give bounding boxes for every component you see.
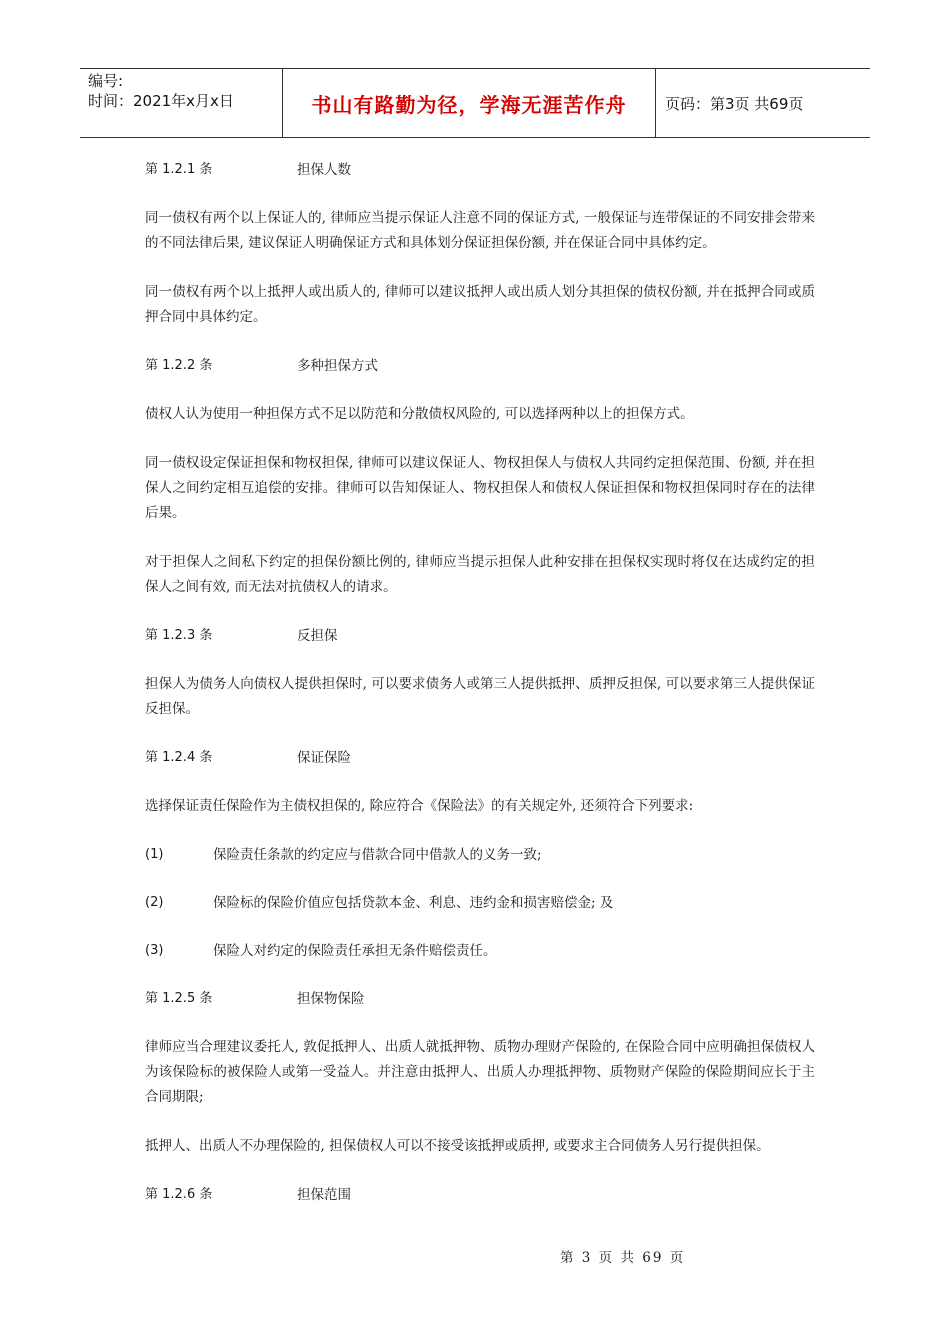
article-title: 保证保险 xyxy=(297,750,351,766)
article-title: 多种担保方式 xyxy=(297,358,378,374)
paragraph: 同一债权设定保证担保和物权担保, 律师可以建议保证人、物权担保人与债权人共同约定担保范围、份额, 并在担保人之间约定相互追偿的安排。律师可以告知保证人、物权担保人和债权人保证担保和物权担保同时存在的法律后果。 xyxy=(145,455,815,521)
article-title: 担保人数 xyxy=(297,162,351,178)
article-heading xyxy=(145,354,815,378)
article-heading xyxy=(145,158,815,182)
time-label: 时间：2021年x月x日 xyxy=(88,92,234,110)
paragraph: 债权人认为使用一种担保方式不足以防范和分散债权风险的, 可以选择两种以上的担保方式。 xyxy=(145,406,694,422)
list-item-number: (2) xyxy=(145,895,164,910)
article-number: 第 1.2.6 条 xyxy=(145,1187,213,1202)
list-item xyxy=(145,843,815,867)
article-number: 第 1.2.5 条 xyxy=(145,991,213,1006)
paragraph: 抵押人、出质人不办理保险的, 担保债权人可以不接受该抵押或质押, 或要求主合同债务人另行提供担保。 xyxy=(145,1138,770,1154)
article-title: 反担保 xyxy=(297,628,338,644)
document-body xyxy=(145,158,815,1231)
article-number: 第 1.2.1 条 xyxy=(145,162,213,177)
header-left xyxy=(88,71,283,111)
list-item-text: 保险人对约定的保险责任承担无条件赔偿责任。 xyxy=(213,943,497,959)
header-motto: 书山有路勤为径，学海无涯苦作舟 xyxy=(282,69,656,137)
list-item-text: 保险标的保险价值应包括贷款本金、利息、违约金和损害赔偿金; 及 xyxy=(213,895,614,911)
article-number: 第 1.2.3 条 xyxy=(145,628,213,643)
list-item-number: (3) xyxy=(145,943,164,958)
list-item xyxy=(145,891,815,915)
paragraph: 律师应当合理建议委托人, 敦促抵押人、出质人就抵押物、质物办理财产保险的, 在保险合同中应明确担保债权人为该保险标的被保险人或第一受益人。并注意由抵押人、出质人办理抵押物、质物财产保险的保险期间应长于主合同期限; xyxy=(145,1039,815,1105)
paragraph: 同一债权有两个以上抵押人或出质人的, 律师可以建议抵押人或出质人划分其担保的债权份额, 并在抵押合同或质押合同中具体约定。 xyxy=(145,284,815,325)
page-footer: 第 3 页 共 69 页 xyxy=(560,1250,686,1266)
paragraph: 同一债权有两个以上保证人的, 律师应当提示保证人注意不同的保证方式, 一般保证与连带保证的不同安排会带来的不同法律后果, 建议保证人明确保证方式和具体划分保证担保份额, 并在保证合同中具体约定。 xyxy=(145,210,815,251)
number-label: 编号: xyxy=(88,72,124,90)
article-heading xyxy=(145,624,815,648)
article-number: 第 1.2.2 条 xyxy=(145,358,213,373)
paragraph: 对于担保人之间私下约定的担保份额比例的, 律师应当提示担保人此种安排在担保权实现时将仅在达成约定的担保人之间有效, 而无法对抗债权人的请求。 xyxy=(145,554,815,595)
article-heading xyxy=(145,987,815,1011)
article-heading xyxy=(145,746,815,770)
paragraph: 选择保证责任保险作为主债权担保的, 除应符合《保险法》的有关规定外, 还须符合下列要求: xyxy=(145,798,694,814)
article-title: 担保范围 xyxy=(297,1187,351,1203)
paragraph: 担保人为债务人向债权人提供担保时, 可以要求债务人或第三人提供抵押、质押反担保, 可以要求第三人提供保证反担保。 xyxy=(145,676,815,717)
header-page-info: 页码：第3页 共69页 xyxy=(665,94,804,113)
article-number: 第 1.2.4 条 xyxy=(145,750,213,765)
article-heading xyxy=(145,1183,815,1207)
article-title: 担保物保险 xyxy=(297,991,365,1007)
list-item-number: (1) xyxy=(145,847,164,862)
page-header xyxy=(80,68,870,138)
list-item-text: 保险责任条款的约定应与借款合同中借款人的义务一致; xyxy=(213,847,542,863)
list-item xyxy=(145,939,815,963)
